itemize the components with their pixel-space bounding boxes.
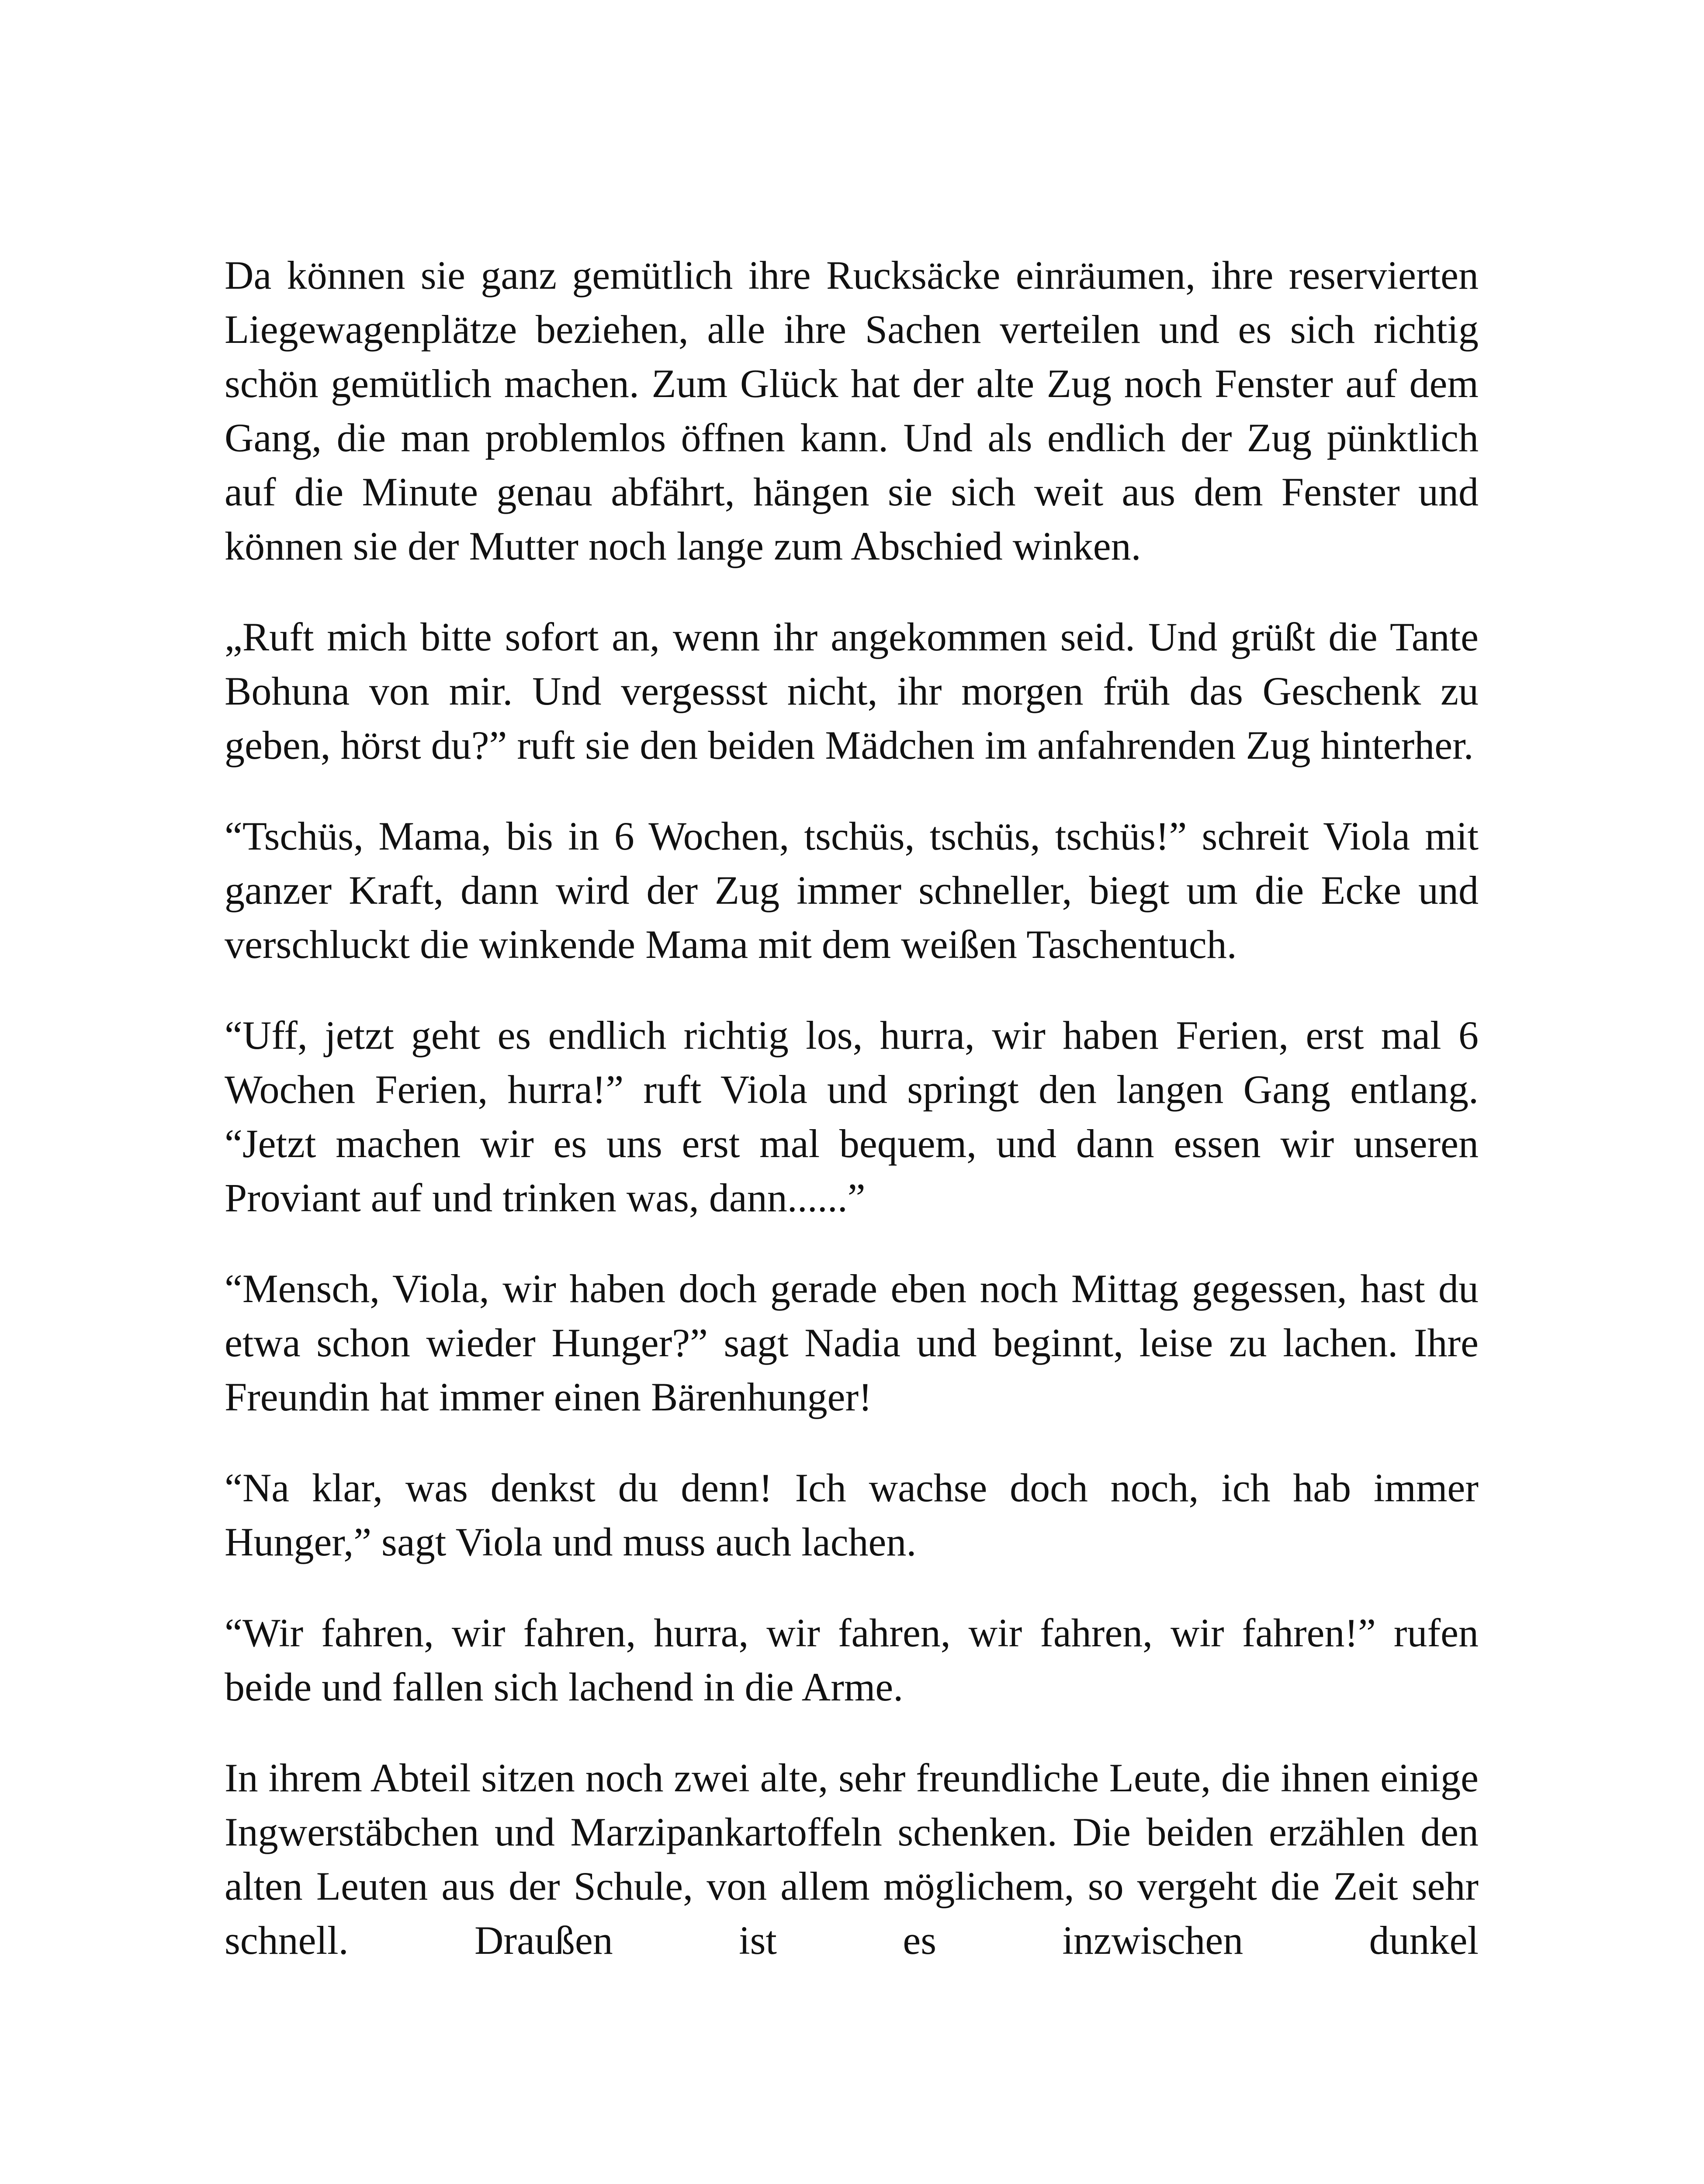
paragraph-6: “Na klar, was denkst du denn! Ich wachse doch noch, ich hab immer Hunger,” sagt Viola und muss auch lachen. xyxy=(225,1465,1479,1564)
body-text xyxy=(225,248,1479,2004)
paragraph-3: “Tschüs, Mama, bis in 6 Wochen, tschüs, tschüs, tschüs!” schreit Viola mit ganzer Kraft, dann wird der Zug immer schneller, biegt um die Ecke und verschluckt die winkende Mama mit dem weißen Taschentuch. xyxy=(225,814,1479,967)
paragraph-5: “Mensch, Viola, wir haben doch gerade eben noch Mittag gegessen, hast du etwa schon wieder Hunger?” sagt Nadia und beginnt, leise zu lachen. Ihre Freundin hat immer einen Bärenhunger! xyxy=(225,1266,1479,1419)
paragraph-4: “Uff, jetzt geht es endlich richtig los, hurra, wir haben Ferien, erst mal 6 Wochen Ferien, hurra!” ruft Viola und springt den langen Gang entlang. “Jetzt machen wir es uns erst mal bequem, und dann essen wir unseren Proviant auf und trinken was, dann......” xyxy=(225,1013,1479,1220)
paragraph-1: Da können sie ganz gemütlich ihre Rucksäcke einräumen, ihre reservierten Liegewagenplätze beziehen, alle ihre Sachen verteilen und es sich richtig schön gemütlich machen. Zum Glück hat der alte Zug noch Fenster auf dem Gang, die man problemlos öffnen kann. Und als endlich der Zug pünktlich auf die Minute genau abfährt, hängen sie sich weit aus dem Fenster und können sie der Mutter noch lange zum Abschied winken. xyxy=(225,253,1479,568)
paragraph-2: „Ruft mich bitte sofort an, wenn ihr angekommen seid. Und grüßt die Tante Bohuna von mir. Und vergessst nicht, ihr morgen früh das Geschenk zu geben, hörst du?” ruft sie den beiden Mädchen im anfahrenden Zug hinterher. xyxy=(225,615,1479,767)
paragraph-7: “Wir fahren, wir fahren, hurra, wir fahren, wir fahren, wir fahren!” rufen beide und fallen sich lachend in die Arme. xyxy=(225,1610,1479,1709)
paragraph-8: In ihrem Abteil sitzen noch zwei alte, sehr freundliche Leute, die ihnen einige Ingwerstäbchen und Marzipankartoffeln schenken. Die beiden erzählen den alten Leuten aus der Schule, von allem möglichem, so vergeht die Zeit sehr schnell. Draußen ist es inzwischen dunkel xyxy=(225,1755,1479,1963)
